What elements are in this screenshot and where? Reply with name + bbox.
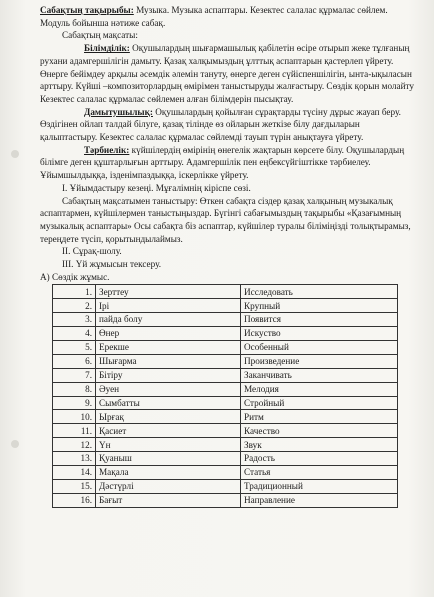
table-row (53, 354, 398, 368)
vocab-number: 12. (53, 438, 96, 452)
vocab-number: 1. (53, 285, 96, 299)
punch-hole-mark (11, 440, 19, 448)
vocab-kazakh-word: Өнер (96, 327, 241, 341)
vocab-kazakh-word: пайда болу (96, 313, 241, 327)
table-row (53, 466, 398, 480)
vocab-kazakh-word: Қуаныш (96, 452, 241, 466)
vocab-number: 4. (53, 327, 96, 341)
vocab-number: 10. (53, 410, 96, 424)
vocab-kazakh-word: Бітіру (96, 368, 241, 382)
vocab-kazakh-word: Мақала (96, 466, 241, 480)
table-row (53, 368, 398, 382)
vocab-kazakh-word: Бағыт (96, 493, 241, 507)
vocab-number: 3. (53, 313, 96, 327)
lesson-topic: Сабақтың тақырыбы: Музыка. Музыка аспаптары. Кезектес салалас құрмалас сөйлем. Модуль бойынша нәтиже сабақ. (40, 5, 388, 28)
table-row (53, 313, 398, 327)
vocab-number: 5. (53, 341, 96, 355)
vocab-russian-word: Исследовать (241, 285, 398, 299)
vocab-russian-word: Особенный (241, 341, 398, 355)
vocabulary-table (52, 284, 398, 507)
vocab-kazakh-word: Шығарма (96, 354, 241, 368)
vocab-kazakh-word: Сымбатты (96, 396, 241, 410)
table-row (53, 493, 398, 507)
table-row (53, 438, 398, 452)
vocabulary-task-heading: А) Сөздік жұмыс. (40, 271, 110, 282)
vocab-number: 16. (53, 493, 96, 507)
table-row (53, 299, 398, 313)
vocab-russian-word: Традиционный (241, 479, 398, 493)
table-row (53, 341, 398, 355)
vocab-kazakh-word: Үн (96, 438, 241, 452)
table-row (53, 285, 398, 299)
stage-3-heading: III. Үй жұмысын тексеру. (62, 259, 162, 270)
lesson-intro-paragraph: Сабақтың мақсатымен таныстыру: Өткен сабақта сіздер қазақ халқының музыкалық аспаптармен, күйшілермен таныстыңыздар. Бүгінгі сабағымыздың тақырыбы «Қазағымның музыкалық аспаптары» Осы сабақта біз аспаптар, күйшілер туралы біліміңізді толықтырамыз, тереңдете түсіп, қорытындылаймыз. (40, 195, 411, 244)
punch-hole-mark (11, 150, 19, 158)
stage-1-heading: I. Ұйымдастыру кезеңі. Мұғалімнің кіріспе сөзі. (62, 182, 251, 193)
vocab-kazakh-word: Ерекше (96, 341, 241, 355)
vocab-russian-word: Ритм (241, 410, 398, 424)
upbringing-goal: Тәрбиелік: күйшілердің өмірінің өнегелік жақтарын көрсете білу. Оқушылардың білімге деген құштарлығын арттыру. Адамгершілік пен еңбексүйгіштікке тәрбиелеу. Ұйымшылдыққа, ізденімпаздыққа, іскерлікке үйрету. (40, 144, 405, 181)
vocab-russian-word: Мелодия (241, 382, 398, 396)
vocab-kazakh-word: Қасиет (96, 424, 241, 438)
vocab-number: 6. (53, 354, 96, 368)
vocab-number: 11. (53, 424, 96, 438)
table-row (53, 410, 398, 424)
vocab-russian-word: Появится (241, 313, 398, 327)
vocab-russian-word: Искуство (241, 327, 398, 341)
table-row (53, 424, 398, 438)
developmental-goal: Дамытушылық: Оқушылардың қойылған сұрақтарды түсіну дұрыс жауап беру. Өздігінен ойлап талдай білуге, қазақ тілінде өз ойларын жеткізе білу дағдыларын қалыптастыру. Кезектес салалас құрмалас сөйлемді тауып түрін анықтауға үйрету. (40, 106, 401, 143)
vocab-russian-word: Крупный (241, 299, 398, 313)
vocab-number: 8. (53, 382, 96, 396)
table-row (53, 396, 398, 410)
vocab-russian-word: Заканчивать (241, 368, 398, 382)
vocab-kazakh-word: Ырғақ (96, 410, 241, 424)
table-row (53, 452, 398, 466)
vocab-kazakh-word: Зерттеу (96, 285, 241, 299)
stage-2-heading: II. Сұрақ-шолу. (62, 246, 122, 257)
educational-goal: Білімділік: Оқушылардың шығармашылық қабілетін өсіре отырып жеке тұлғаның рухани адамгершілігін дамыту. Қазақ халқымыздың ұлттық аспаптарын қастерлеп үйрету. Өнерге бейімдеу арқылы әсемдік әлемін тануту, өнерге деген сүйіспеншілігін, ынта-ықыласын арттыру. Күйші –композиторлардың өмірімен таныстыруды жалғастыру. Сөздік қорын молайту Кезектес салалас құрмалас сөйлемен алған білімдерін пысықтау. (40, 43, 414, 104)
vocab-kazakh-word: Дәстүрлі (96, 479, 241, 493)
vocab-number: 2. (53, 299, 96, 313)
vocab-number: 15. (53, 479, 96, 493)
vocab-russian-word: Статья (241, 466, 398, 480)
table-row (53, 479, 398, 493)
vocab-russian-word: Направление (241, 493, 398, 507)
vocab-kazakh-word: Әуен (96, 382, 241, 396)
vocab-number: 13. (53, 452, 96, 466)
table-row (53, 382, 398, 396)
lesson-goals-heading: Сабақтың мақсаты: (62, 30, 138, 41)
vocab-russian-word: Радость (241, 452, 398, 466)
vocab-russian-word: Произведение (241, 354, 398, 368)
vocab-number: 9. (53, 396, 96, 410)
vocab-russian-word: Стройный (241, 396, 398, 410)
vocab-number: 14. (53, 466, 96, 480)
vocab-number: 7. (53, 368, 96, 382)
vocab-russian-word: Звук (241, 438, 398, 452)
table-row (53, 327, 398, 341)
vocab-russian-word: Качество (241, 424, 398, 438)
vocab-kazakh-word: Ірі (96, 299, 241, 313)
